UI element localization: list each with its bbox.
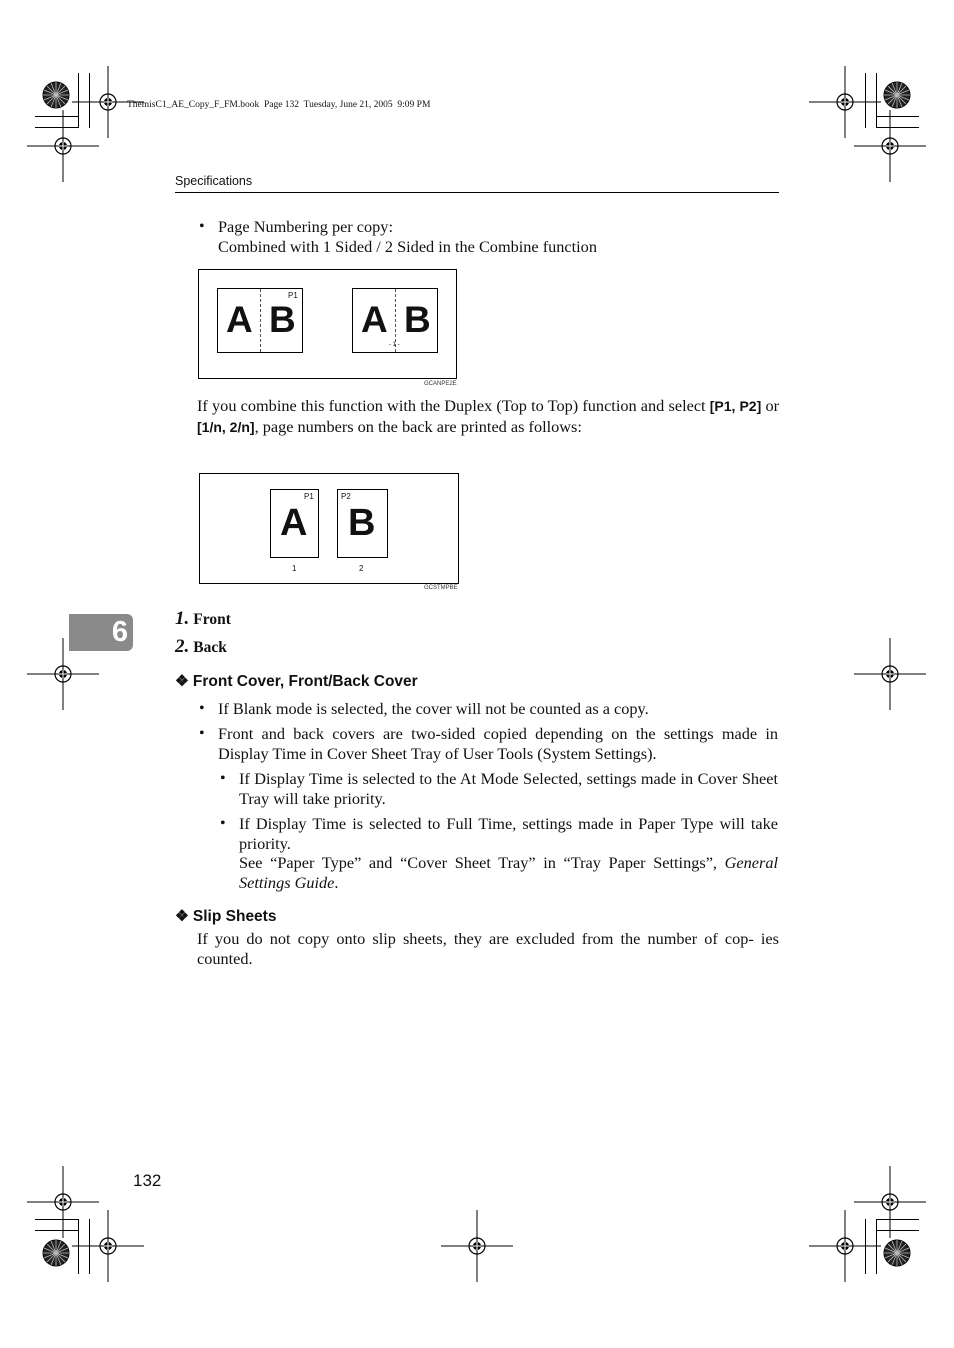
page-letter-b: B [269, 299, 296, 340]
slip-paragraph: If you do not copy onto slip sheets, they are excluded from the number of cop- ies counted. [197, 929, 779, 968]
diamond-icon: ❖ [175, 908, 189, 925]
combined-page-right [352, 288, 438, 353]
section-heading-slip: ❖ Slip Sheets [175, 908, 277, 925]
bullet-line1: Page Numbering per copy: [218, 217, 393, 236]
header-rule [175, 192, 779, 193]
page-letter-b: B [404, 299, 431, 340]
front-page [270, 489, 319, 558]
page-letter-b: B [348, 502, 376, 544]
page-letter-a: A [361, 299, 388, 340]
see-reference: See “Paper Type” and “Cover Sheet Tray” in “Tray Paper Settings”, General Settings Guide. [239, 853, 778, 892]
figure-duplex [199, 473, 459, 584]
chapter-number: 6 [111, 616, 128, 648]
key-p1-p2: [P1, P2] [709, 398, 762, 414]
bullet-glyph: • [199, 218, 205, 235]
page-number: 132 [133, 1171, 162, 1190]
key-1n-2n: [1/n, 2/n] [197, 418, 255, 435]
section-heading-cover: ❖ Front Cover, Front/Back Cover [175, 673, 418, 690]
duplex-paragraph: If you combine this function with the Duplex (Top to Top) function and select [P1, P2] or [1/n, 2/n], page numbers on the back are printed as follows: [197, 396, 780, 436]
back-page [337, 489, 388, 558]
page-label-p1: P1 [304, 492, 314, 501]
figure1-code: GCANPE2E [424, 381, 457, 387]
running-header: Specifications [175, 174, 253, 188]
callout-item-back: 2. Back [175, 636, 227, 657]
callout-2: 2 [359, 564, 364, 573]
callout-item-front: 1. Front [175, 608, 231, 629]
chapter-tab [69, 614, 133, 651]
page-label-p1: P1 [288, 291, 298, 300]
page-label-dash-1: - 1 - [389, 342, 400, 348]
file-header: ThemisC1_AE_Copy_F_FM.book Page 132 Tuesday, June 21, 2005 9:09 PM [127, 100, 431, 110]
page-letter-a: A [280, 502, 308, 544]
bullet-line2: Combined with 1 Sided / 2 Sided in the Combine function [218, 236, 597, 256]
combined-page-left [217, 288, 303, 353]
page-letter-a: A [226, 299, 253, 340]
guide-title: General Settings Guide [239, 853, 778, 892]
callout-1: 1 [292, 564, 297, 573]
page-label-p2: P2 [341, 492, 351, 501]
figure2-code: GCSTMPBE [424, 585, 458, 591]
diamond-icon: ❖ [175, 673, 189, 690]
figure-combine [198, 269, 457, 379]
